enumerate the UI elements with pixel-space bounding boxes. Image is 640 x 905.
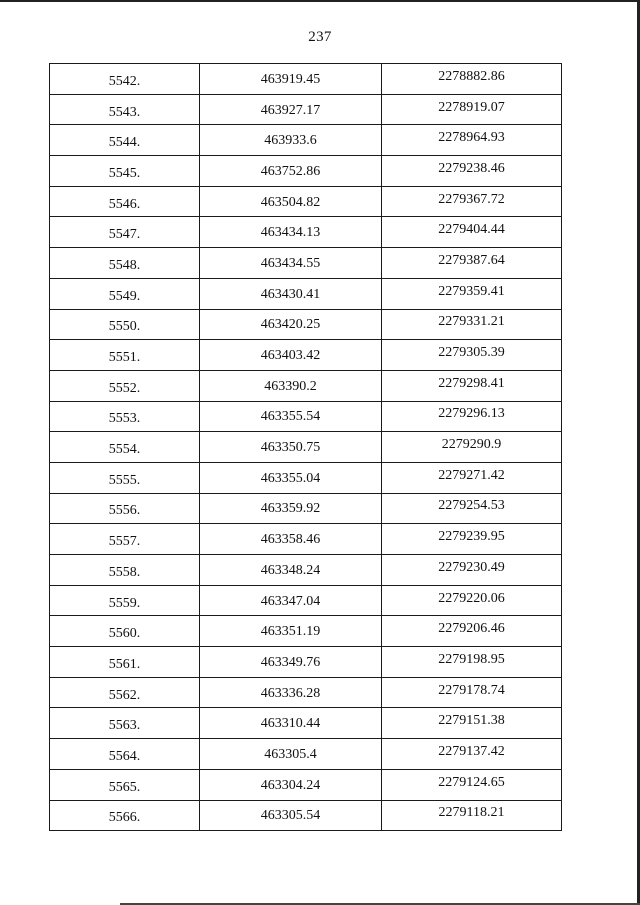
point-number-cell [50,524,200,555]
x-coordinate-cell-text: 463351.19 [260,624,321,640]
x-coordinate-cell-text: 463310.44 [260,716,321,732]
x-coordinate-cell-text: 463359.92 [260,501,321,517]
x-coordinate-cell-text: 463434.13 [260,225,321,241]
point-number-cell-text: 5557. [108,534,141,550]
x-coordinate-cell-text: 463350.75 [260,440,321,456]
table-row [50,278,562,309]
x-coordinate-cell-text: 463919.45 [260,71,321,87]
y-coordinate-cell-text: 2278964.93 [438,130,505,146]
point-number-cell-text: 5559. [108,595,141,611]
x-coordinate-cell [200,616,382,647]
point-number-cell-text: 5546. [108,196,141,212]
table-row [50,585,562,616]
x-coordinate-cell [200,708,382,739]
point-number-cell-text: 5566. [108,810,141,826]
y-coordinate-cell [382,186,562,217]
x-coordinate-cell [200,524,382,555]
y-coordinate-cell-text: 2279296.13 [438,406,505,422]
point-number-cell-text: 5545. [108,165,141,181]
table-row [50,677,562,708]
point-number-cell [50,156,200,187]
point-number-cell [50,340,200,371]
x-coordinate-cell [200,800,382,831]
x-coordinate-cell [200,309,382,340]
x-coordinate-cell [200,248,382,279]
y-coordinate-cell [382,616,562,647]
y-coordinate-cell-text: 2279220.06 [438,590,505,606]
y-coordinate-cell-text: 2279178.74 [438,682,505,698]
table-row [50,156,562,187]
y-coordinate-cell-text: 2279151.38 [438,713,505,729]
y-coordinate-cell [382,708,562,739]
y-coordinate-cell-text: 2279367.72 [438,191,505,207]
x-coordinate-cell-text: 463927.17 [260,102,321,118]
point-number-cell-text: 5564. [108,748,141,764]
point-number-cell-text: 5549. [108,288,141,304]
y-coordinate-cell [382,278,562,309]
x-coordinate-cell-text: 463304.24 [260,777,321,793]
point-number-cell [50,647,200,678]
table-row [50,309,562,340]
point-number-cell-text: 5560. [108,626,141,642]
y-coordinate-cell [382,340,562,371]
point-number-cell-text: 5556. [108,503,141,519]
table-row [50,340,562,371]
y-coordinate-cell-text: 2279298.41 [438,375,505,391]
y-coordinate-cell [382,800,562,831]
x-coordinate-cell [200,340,382,371]
x-coordinate-cell-text: 463355.04 [260,470,321,486]
table-row [50,370,562,401]
table-row [50,217,562,248]
y-coordinate-cell-text: 2278882.86 [438,68,505,84]
table-row [50,248,562,279]
table-row [50,401,562,432]
y-coordinate-cell-text: 2279137.42 [438,743,505,759]
point-number-cell-text: 5544. [108,135,141,151]
y-coordinate-cell [382,248,562,279]
table-row [50,94,562,125]
x-coordinate-cell [200,462,382,493]
point-number-cell-text: 5558. [108,564,141,580]
x-coordinate-cell [200,647,382,678]
y-coordinate-cell [382,401,562,432]
y-coordinate-cell-text: 2279239.95 [438,529,505,545]
point-number-cell-text: 5542. [108,73,141,89]
y-coordinate-cell-text: 2279404.44 [438,222,505,238]
y-coordinate-cell-text: 2279230.49 [438,559,505,575]
x-coordinate-cell-text: 463434.55 [260,255,321,271]
table-row [50,125,562,156]
y-coordinate-cell [382,647,562,678]
point-number-cell-text: 5550. [108,319,141,335]
point-number-cell-text: 5548. [108,257,141,273]
point-number-cell [50,186,200,217]
y-coordinate-cell-text: 2279387.64 [438,252,505,268]
y-coordinate-cell-text: 2279271.42 [438,467,505,483]
point-number-cell [50,370,200,401]
point-number-cell [50,309,200,340]
point-number-cell [50,585,200,616]
x-coordinate-cell [200,217,382,248]
x-coordinate-cell [200,432,382,463]
x-coordinate-cell [200,677,382,708]
table-row [50,64,562,95]
x-coordinate-cell [200,278,382,309]
y-coordinate-cell-text: 2279118.21 [438,805,505,821]
y-coordinate-cell [382,309,562,340]
point-number-cell [50,278,200,309]
point-number-cell-text: 5552. [108,380,141,396]
coordinates-table-body [50,64,562,831]
point-number-cell [50,769,200,800]
x-coordinate-cell [200,64,382,95]
y-coordinate-cell-text: 2279359.41 [438,283,505,299]
y-coordinate-cell-text: 2279124.65 [438,774,505,790]
point-number-cell-text: 5561. [108,656,141,672]
x-coordinate-cell-text: 463347.04 [260,593,321,609]
point-number-cell-text: 5547. [108,227,141,243]
table-row [50,616,562,647]
point-number-cell [50,125,200,156]
y-coordinate-cell [382,156,562,187]
table-row [50,186,562,217]
point-number-cell [50,708,200,739]
table-row [50,462,562,493]
point-number-cell [50,493,200,524]
y-coordinate-cell [382,585,562,616]
x-coordinate-cell-text: 463336.28 [260,685,321,701]
point-number-cell-text: 5565. [108,779,141,795]
y-coordinate-cell-text: 2279290.9 [441,437,502,453]
table-row [50,493,562,524]
y-coordinate-cell [382,125,562,156]
point-number-cell-text: 5551. [108,350,141,366]
x-coordinate-cell-text: 463348.24 [260,562,321,578]
y-coordinate-cell-text: 2279331.21 [438,314,505,330]
y-coordinate-cell-text: 2279238.46 [438,160,505,176]
x-coordinate-cell [200,493,382,524]
y-coordinate-cell [382,432,562,463]
point-number-cell [50,94,200,125]
table-row [50,739,562,770]
y-coordinate-cell [382,739,562,770]
y-coordinate-cell [382,677,562,708]
table-row [50,708,562,739]
table-row [50,432,562,463]
x-coordinate-cell [200,125,382,156]
x-coordinate-cell-text: 463358.46 [260,532,321,548]
point-number-cell [50,462,200,493]
scan-border-top [0,0,640,2]
x-coordinate-cell-text: 463305.54 [260,808,321,824]
x-coordinate-cell [200,94,382,125]
y-coordinate-cell-text: 2279206.46 [438,621,505,637]
point-number-cell [50,64,200,95]
point-number-cell-text: 5555. [108,472,141,488]
x-coordinate-cell-text: 463390.2 [264,378,317,394]
x-coordinate-cell [200,555,382,586]
table-row [50,647,562,678]
table-row [50,555,562,586]
point-number-cell [50,739,200,770]
x-coordinate-cell [200,370,382,401]
y-coordinate-cell [382,555,562,586]
table-row [50,800,562,831]
point-number-cell-text: 5563. [108,718,141,734]
point-number-cell-text: 5554. [108,442,141,458]
x-coordinate-cell-text: 463752.86 [260,163,321,179]
y-coordinate-cell [382,769,562,800]
y-coordinate-cell [382,370,562,401]
x-coordinate-cell-text: 463933.6 [264,133,317,149]
point-number-cell [50,401,200,432]
x-coordinate-cell [200,585,382,616]
point-number-cell [50,248,200,279]
y-coordinate-cell-text: 2279254.53 [438,498,505,514]
y-coordinate-cell [382,524,562,555]
page-number: 237 [308,29,332,45]
x-coordinate-cell-text: 463504.82 [260,194,321,210]
x-coordinate-cell-text: 463355.54 [260,409,321,425]
point-number-cell [50,677,200,708]
x-coordinate-cell-text: 463403.42 [260,348,321,364]
table-row [50,524,562,555]
y-coordinate-cell-text: 2278919.07 [438,99,505,115]
y-coordinate-cell [382,493,562,524]
x-coordinate-cell-text: 463430.41 [260,286,321,302]
point-number-cell-text: 5543. [108,104,141,120]
y-coordinate-cell-text: 2279305.39 [438,345,505,361]
point-number-cell [50,432,200,463]
x-coordinate-cell [200,186,382,217]
y-coordinate-cell [382,462,562,493]
point-number-cell [50,616,200,647]
y-coordinate-cell [382,64,562,95]
point-number-cell-text: 5553. [108,411,141,427]
table-row [50,769,562,800]
point-number-cell [50,555,200,586]
x-coordinate-cell [200,739,382,770]
x-coordinate-cell [200,769,382,800]
coordinates-table [49,63,562,831]
y-coordinate-cell-text: 2279198.95 [438,651,505,667]
x-coordinate-cell-text: 463305.4 [264,746,317,762]
x-coordinate-cell [200,401,382,432]
y-coordinate-cell [382,217,562,248]
point-number-cell [50,217,200,248]
x-coordinate-cell [200,156,382,187]
x-coordinate-cell-text: 463420.25 [260,317,321,333]
point-number-cell-text: 5562. [108,687,141,703]
x-coordinate-cell-text: 463349.76 [260,654,321,670]
y-coordinate-cell [382,94,562,125]
point-number-cell [50,800,200,831]
